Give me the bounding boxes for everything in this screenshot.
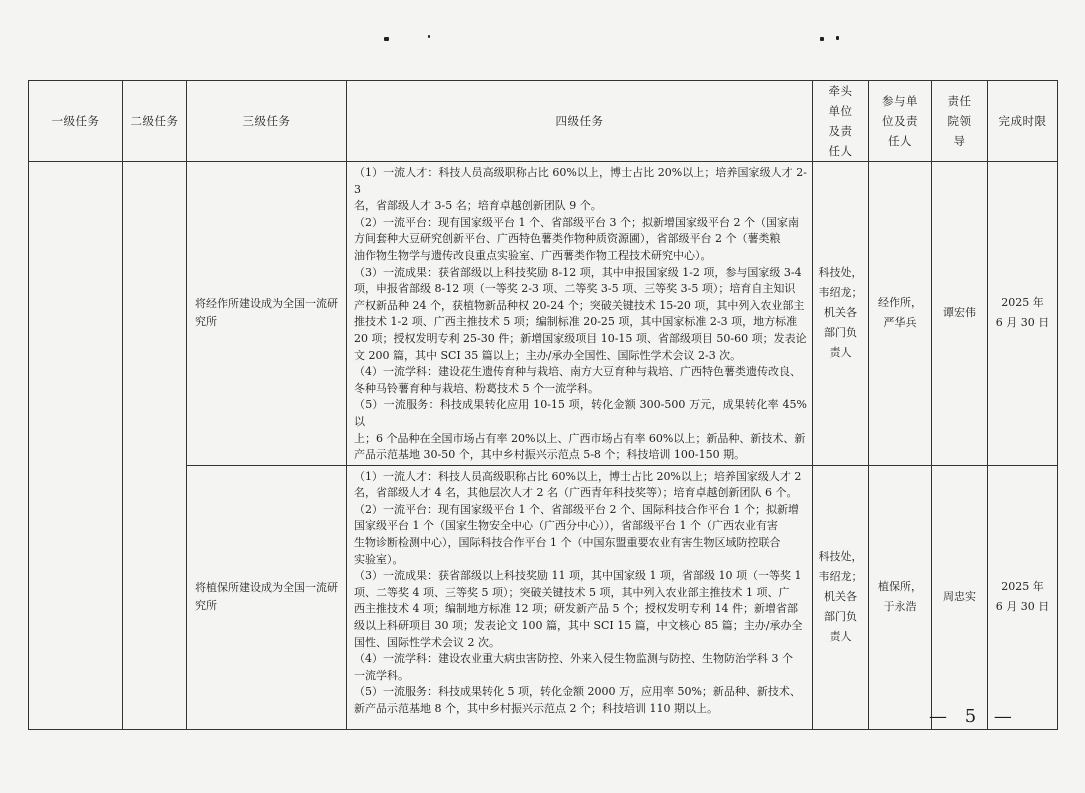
task-line: （5）一流服务：科技成果转化应用 10-15 项，转化金额 300-500 万元，成果转化率 45%以: [354, 398, 807, 428]
task-line: 级以上科研项目 30 项；发表论文 100 篇，其中 SCI 15 篇，中文核心 85 篇；主办/承办全: [354, 619, 803, 633]
task-line: （2）一流平台：现有国家级平台 1 个、省部级平台 3 个；拟新增国家级平台 2 个（国家南: [354, 215, 799, 229]
lead-unit-line: 机关各: [824, 306, 857, 320]
deadline: [988, 465, 1058, 729]
task-line: 文 200 篇，其中 SCI 35 篇以上；主办/承办全国性、国际性学术会议 2-3 次。: [354, 348, 742, 362]
task-line: （3）一流成果：获省部级以上科技奖励 11 项，其中国家级 1 项，省部级 10 项（一等奖 1: [354, 569, 802, 583]
table-row: [29, 162, 1058, 466]
task-line: （3）一流成果：获省部级以上科技奖励 8-12 项，其中申报国家级 1-2 项，参与国家级 3-4: [354, 265, 802, 279]
partner-unit-line: 于永浩: [883, 600, 917, 614]
header-level1: 一级任务: [29, 81, 123, 162]
task-line: 20 项；授权发明专利 25-30 件；新增国家级项目 10-15 项、省部级项目 50-60 项；发表论: [354, 331, 807, 345]
task-line: （1）一流人才：科技人员高级职称占比 60%以上，博士占比 20%以上；培养国家级人才 2: [354, 469, 802, 483]
task-line: 实验室）。: [354, 552, 404, 566]
lead-unit-line: 责人: [829, 346, 852, 360]
deadline-year: 2025 年: [1001, 580, 1044, 594]
task-line: 项、二等奖 4 项、三等奖 5 项）；突破关键技术 5 项，其中列入农业部主推技术 1 项、广: [354, 585, 790, 599]
lead-unit-line: 韦绍龙；: [818, 286, 863, 300]
task-line: （2）一流平台：现有国家级平台 1 个、省部级平台 2 个、国际科技合作平台 1 个；拟新增: [354, 502, 799, 516]
responsible-leader: 谭宏伟: [932, 162, 988, 466]
scan-mark: [384, 37, 389, 41]
partner-unit-line: 植保所，: [878, 580, 922, 594]
deadline-date: 6 月 30 日: [995, 600, 1050, 614]
task-line: 上；6 个品种在全国市场占有率 20%以上、广西市场占有率 60%以上；新品种、新技术、新: [354, 431, 806, 445]
task-line: 生物诊断检测中心），国际科技合作平台 1 个（中国东盟重要农业有害生物区域防控联合: [354, 536, 781, 550]
page-number: — 5 —: [929, 706, 1018, 727]
task-line: 名，省部级人才 3-5 名；培育卓越创新团队 9 个。: [354, 199, 602, 213]
header-level3: 三级任务: [187, 81, 347, 162]
level3-task: 将植保所建设成为全国一流研究所: [187, 465, 347, 729]
task-line: （5）一流服务：科技成果转化 5 项，转化金额 2000 万，应用率 50%；新品种、新技术、: [354, 685, 801, 699]
lead-unit-line: 科技处，: [818, 266, 863, 280]
task-line: 名，省部级人才 4 名，其他层次人才 2 名（广西青年科技奖等）；培育卓越创新团队 6 个。: [354, 486, 798, 500]
partner-unit: [869, 465, 932, 729]
task-line: 冬种马铃薯育种与栽培、粉葛技术 5 个一流学科。: [354, 381, 599, 395]
task-line: 一流学科。: [354, 668, 409, 682]
scan-mark: [428, 35, 430, 38]
task-line: （1）一流人才：科技人员高级职称占比 60%以上，博士占比 20%以上；培养国家级人才 2-3: [354, 166, 807, 196]
lead-unit-line: 科技处，: [818, 550, 863, 564]
scan-mark: [820, 37, 824, 41]
task-table: [28, 80, 1058, 730]
table-header-row: [29, 81, 1058, 162]
deadline: [988, 162, 1058, 466]
task-line: （4）一流学科：建设农业重大病虫害防控、外来入侵生物监测与防控、生物防治学科 3 个: [354, 652, 793, 666]
responsible-leader: 周忠实: [932, 465, 988, 729]
task-line: 产权新品种 24 个，获植物新品种权 20-24 个；突破关键技术 15-20 项，其中列入农业部主: [354, 298, 805, 312]
header-level2: 二级任务: [123, 81, 187, 162]
level3-task: 将经作所建设成为全国一流研究所: [187, 162, 347, 466]
header-deadline: 完成时限: [988, 81, 1058, 162]
level4-task: [347, 162, 813, 466]
deadline-date: 6 月 30 日: [995, 316, 1050, 330]
lead-unit-line: 部门负: [824, 610, 857, 624]
header-level4: 四级任务: [347, 81, 813, 162]
level1-cell: [29, 162, 123, 730]
lead-unit: [813, 162, 869, 466]
header-partner-unit: 参与单位及责任人: [869, 81, 932, 162]
lead-unit-line: 机关各: [824, 590, 857, 604]
task-line: 国家级平台 1 个（国家生物安全中心（广西分中心）），省部级平台 1 个（广西农业有害: [354, 519, 778, 533]
header-leader: 责任院领导: [932, 81, 988, 162]
task-line: 国性、国际性学术会议 2 次。: [354, 635, 500, 649]
lead-unit-line: 韦绍龙；: [818, 570, 863, 584]
task-line: 产品示范基地 30-50 个，其中乡村振兴示范点 5-8 个；科技培训 100-150 期。: [354, 448, 746, 462]
header-lead-unit: 牵头单位及责任人: [813, 81, 869, 162]
level2-cell: [123, 162, 187, 730]
partner-unit-line: 经作所，: [878, 296, 922, 310]
task-line: 西主推技术 4 项；编制地方标准 12 项；研发新产品 5 个；授权发明专利 14 件；新增省部: [354, 602, 798, 616]
partner-unit: [869, 162, 932, 466]
scan-mark: [836, 36, 839, 40]
deadline-year: 2025 年: [1001, 296, 1044, 310]
task-line: （4）一流学科：建设花生遗传育种与栽培、南方大豆育种与栽培、广西特色薯类遗传改良、: [354, 365, 801, 379]
task-line: 新产品示范基地 8 个，其中乡村振兴示范点 2 个；科技培训 110 期以上。: [354, 702, 718, 715]
partner-unit-line: 严华兵: [883, 316, 917, 330]
task-line: 项，申报省部级 8-12 项（一等奖 2-3 项、二等奖 3-5 项、三等奖 3-5 项）；培育自主知识: [354, 282, 796, 296]
task-line: 推技术 1-2 项、广西主推技术 5 项；编制标准 20-25 项，其中国家标准 2-3 项，地方标准: [354, 315, 798, 329]
task-line: 方间套种大豆研究创新平台、广西特色薯类作物种质资源圃），省部级平台 2 个（薯类粮: [354, 232, 781, 246]
lead-unit-line: 部门负: [824, 326, 857, 340]
level4-task: [347, 465, 813, 729]
lead-unit-line: 责人: [829, 630, 852, 644]
lead-unit: [813, 465, 869, 729]
task-line: 油作物生物学与遗传改良重点实验室、广西薯类作物工程技术研究中心）。: [354, 248, 712, 262]
